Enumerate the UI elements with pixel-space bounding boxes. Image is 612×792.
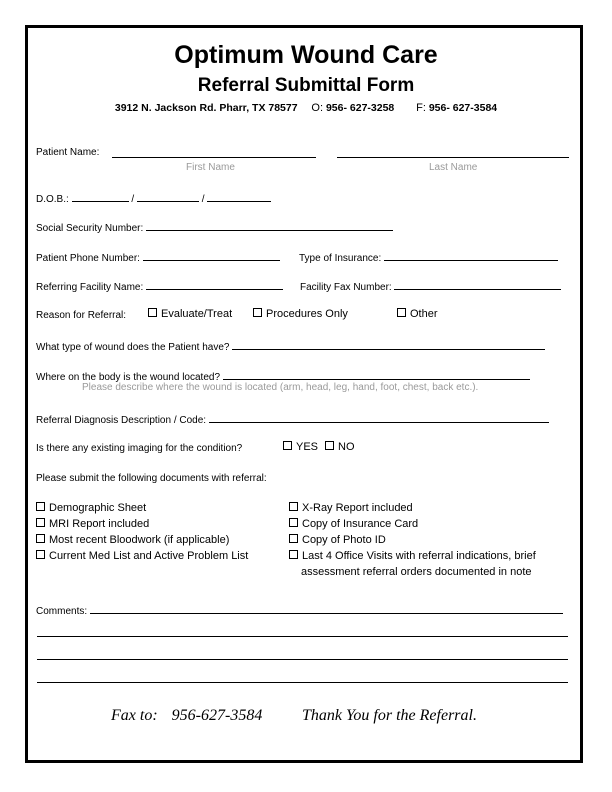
facility-fax-field[interactable] — [394, 279, 561, 290]
first-name-hint: First Name — [186, 162, 235, 173]
checkbox[interactable] — [289, 550, 298, 559]
documents-prompt: Please submit the following documents with referral: — [36, 473, 267, 484]
document-list-right — [289, 500, 536, 580]
insurance-type-field[interactable] — [384, 250, 558, 261]
checkbox[interactable] — [289, 502, 298, 511]
document-list-left — [36, 500, 248, 564]
referring-facility-field[interactable] — [146, 279, 283, 290]
dob-year-field[interactable] — [207, 191, 271, 202]
checkbox[interactable] — [148, 308, 157, 317]
first-name-field[interactable] — [112, 147, 316, 158]
document-item[interactable]: MRI Report included — [36, 516, 248, 532]
wound-type-field[interactable] — [232, 339, 545, 350]
contact-line — [0, 102, 612, 114]
referring-facility-label: Referring Facility Name: — [36, 282, 144, 293]
wound-location-label: Where on the body is the wound located? — [36, 372, 221, 383]
form-title: Referral Submittal Form — [197, 75, 415, 96]
imaging-yes-option[interactable]: YES — [283, 441, 318, 453]
address: 3912 N. Jackson Rd. Pharr, TX 78577 — [114, 102, 298, 114]
dob-label: D.O.B.: — [36, 194, 69, 205]
fax-label: F: — [416, 102, 426, 114]
dob-separator: / — [131, 194, 135, 205]
footer-thanks: Thank You for the Referral. — [302, 707, 477, 724]
patient-phone-label: Patient Phone Number: — [36, 253, 140, 264]
checkbox[interactable] — [283, 441, 292, 450]
comments-line[interactable] — [37, 682, 568, 683]
reason-option-evaluate[interactable]: Evaluate/Treat — [148, 308, 232, 320]
company-name: Optimum Wound Care — [174, 41, 438, 69]
office-phone: 956- 627-3258 — [325, 102, 395, 114]
dob-separator: / — [201, 194, 205, 205]
reason-option-other[interactable]: Other — [397, 308, 438, 320]
comments-line[interactable] — [37, 659, 568, 660]
comments-line[interactable] — [37, 636, 568, 637]
checkbox[interactable] — [397, 308, 406, 317]
checkbox[interactable] — [289, 534, 298, 543]
document-item-continuation: assessment referral orders documented in note — [301, 566, 532, 578]
document-item[interactable]: Current Med List and Active Problem List — [36, 548, 248, 564]
ssn-label: Social Security Number: — [36, 223, 144, 234]
footer-fax-number: 956-627-3584 — [171, 707, 263, 724]
document-item[interactable]: Demographic Sheet — [36, 500, 248, 516]
diagnosis-label: Referral Diagnosis Description / Code: — [36, 415, 207, 426]
facility-fax-label: Facility Fax Number: — [300, 282, 392, 293]
reason-label: Reason for Referral: — [36, 310, 127, 321]
document-item[interactable]: Most recent Bloodwork (if applicable) — [36, 532, 248, 548]
wound-type-label: What type of wound does the Patient have? — [36, 342, 230, 353]
document-item[interactable]: Copy of Photo ID — [289, 532, 536, 548]
footer-fax-label: Fax to: — [111, 707, 158, 724]
checkbox[interactable] — [253, 308, 262, 317]
document-item[interactable]: X-Ray Report included — [289, 500, 536, 516]
wound-location-hint: Please describe where the wound is located (arm, head, leg, hand, foot, chest, back etc.). — [82, 382, 479, 393]
patient-name-label: Patient Name: — [36, 147, 100, 158]
form-border — [25, 25, 583, 763]
comments-label: Comments: — [36, 606, 88, 617]
imaging-question: Is there any existing imaging for the condition? — [36, 443, 243, 454]
diagnosis-field[interactable] — [209, 412, 549, 423]
checkbox[interactable] — [289, 518, 298, 527]
checkbox[interactable] — [36, 534, 45, 543]
fax-number: 956- 627-3584 — [428, 102, 498, 114]
dob-month-field[interactable] — [72, 191, 129, 202]
office-label: O: — [311, 102, 324, 114]
patient-phone-field[interactable] — [143, 250, 280, 261]
document-item[interactable]: Copy of Insurance Card — [289, 516, 536, 532]
checkbox[interactable] — [36, 518, 45, 527]
checkbox[interactable] — [36, 550, 45, 559]
insurance-type-label: Type of Insurance: — [299, 253, 382, 264]
wound-location-field[interactable] — [223, 369, 530, 380]
checkbox[interactable] — [36, 502, 45, 511]
dob-day-field[interactable] — [137, 191, 199, 202]
checkbox[interactable] — [325, 441, 334, 450]
imaging-no-option[interactable]: NO — [325, 441, 355, 453]
reason-option-procedures[interactable]: Procedures Only — [253, 308, 348, 320]
ssn-field[interactable] — [146, 220, 393, 231]
document-item[interactable]: Last 4 Office Visits with referral indications, brief — [289, 548, 536, 564]
last-name-field[interactable] — [337, 147, 569, 158]
comments-field[interactable] — [90, 603, 563, 614]
last-name-hint: Last Name — [429, 162, 478, 173]
